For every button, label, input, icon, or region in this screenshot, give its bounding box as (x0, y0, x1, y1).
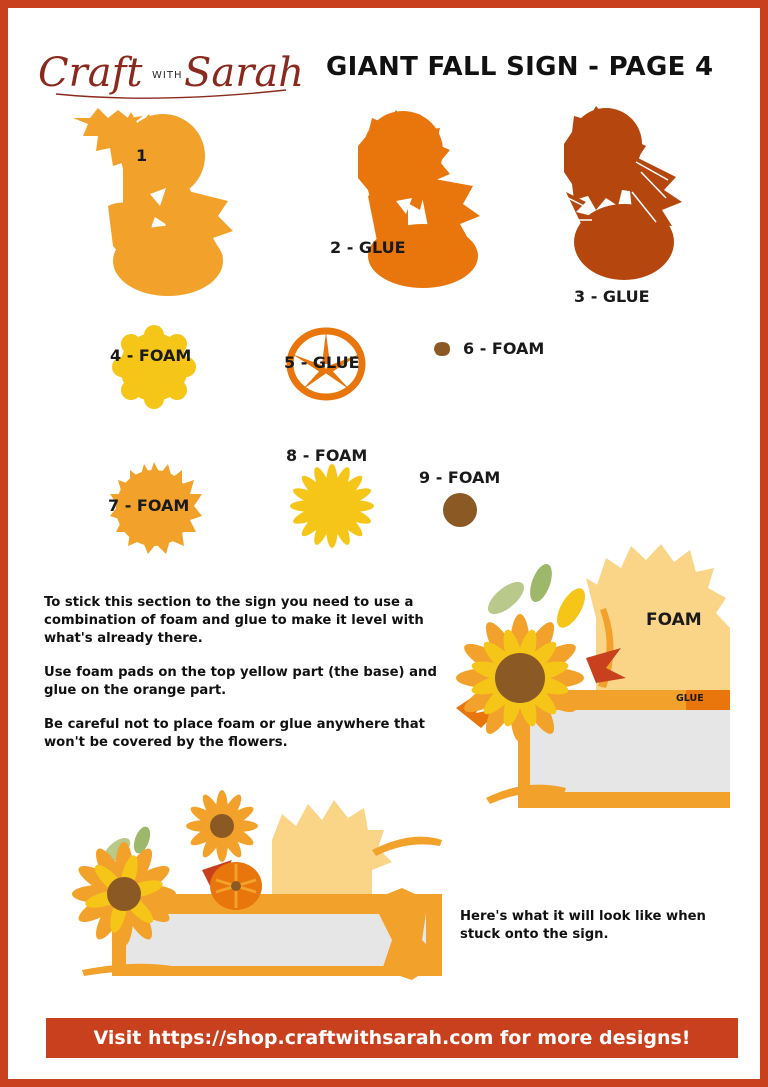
footer-banner[interactable]: Visit https://shop.craftwithsarah.com for more designs! (46, 1018, 738, 1058)
instruction-paragraph: Use foam pads on the top yellow part (the base) and glue on the orange part. (44, 665, 437, 698)
piece-1-label: 1 (136, 146, 148, 165)
piece-2-shape (348, 106, 488, 291)
logo-word-sarah: Sarah (184, 50, 304, 96)
piece-2-label: 2 - GLUE (330, 238, 406, 257)
piece-9-label: 9 - FOAM (419, 468, 501, 487)
piece-3-shape (556, 102, 686, 292)
piece-5-label: 5 - GLUE (284, 353, 360, 372)
diagram-foam-label: FOAM (646, 610, 702, 630)
piece-7-label: 7 - FOAM (108, 496, 190, 515)
assembled-sign-preview (72, 790, 452, 990)
page-title: GIANT FALL SIGN - PAGE 4 (326, 52, 714, 82)
foam-glue-diagram (446, 538, 736, 818)
piece-4-shape (112, 326, 196, 408)
piece-9-shape (441, 492, 479, 528)
logo-word-with: WITH (152, 70, 183, 81)
piece-4-label: 4 - FOAM (110, 346, 192, 365)
diagram-glue-label: GLUE (676, 693, 704, 704)
piece-6-shape (432, 340, 452, 358)
piece-1-shape (68, 106, 238, 296)
instruction-paragraph: Be careful not to place foam or glue anywhere that won't be covered by the flowers. (44, 717, 425, 750)
piece-8-shape (286, 460, 378, 552)
logo-word-craft: Craft (38, 50, 143, 96)
craft-with-sarah-logo (36, 38, 316, 108)
piece-6-label: 6 - FOAM (463, 339, 545, 358)
preview-caption: Here's what it will look like when stuck onto the sign. (460, 909, 706, 942)
instruction-paragraph: To stick this section to the sign you need to use a combination of foam and glue to make it level with what's already there. (44, 595, 424, 646)
piece-8-label: 8 - FOAM (286, 446, 368, 465)
instructions (44, 594, 464, 768)
piece-3-label: 3 - GLUE (574, 287, 650, 306)
